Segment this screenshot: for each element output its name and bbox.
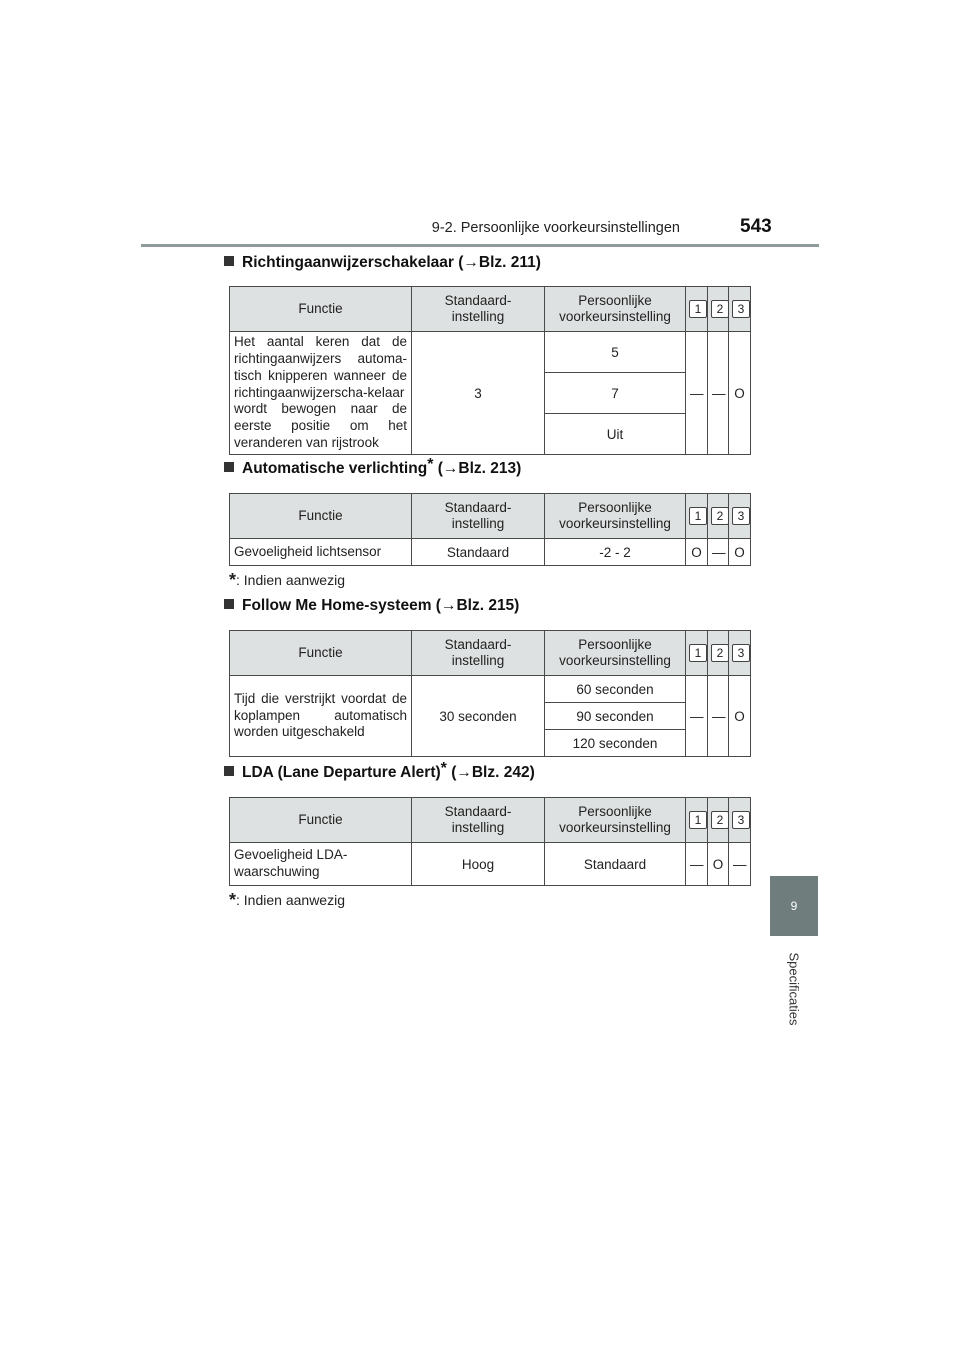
col-3 — [729, 494, 751, 539]
chapter-tab: 9 — [770, 876, 818, 936]
footnote: *: Indien aanwezig — [229, 570, 345, 590]
mark-cell: — — [708, 676, 729, 757]
chapter-label — [770, 944, 818, 1034]
number-1-icon: 1 — [689, 300, 707, 318]
mark-cell: — — [708, 332, 729, 455]
col-custom: Persoonlijke voorkeursinstelling — [545, 798, 686, 843]
option-cell: 7 — [545, 373, 686, 414]
asterisk: * — [229, 570, 237, 590]
mark-cell: O — [729, 676, 751, 757]
function-cell: Het aantal keren dat de richtingaanwijzers automa-tisch knipperen wanneer de richtingaanwijzerscha-kelaar wordt bewogen naar de eerste positie om het veranderen van rijstrook — [230, 332, 412, 455]
default-cell: Standaard — [412, 539, 545, 566]
col-2 — [708, 631, 729, 676]
page-header — [0, 214, 960, 254]
asterisk: * — [229, 890, 237, 910]
number-3-icon: 3 — [732, 507, 750, 525]
table-header-row — [230, 494, 751, 539]
col-1 — [686, 631, 708, 676]
mark-cell: — — [686, 332, 708, 455]
table-header-row — [230, 287, 751, 332]
default-cell: Hoog — [412, 843, 545, 886]
option-cell: Uit — [545, 414, 686, 455]
square-bullet-icon — [224, 462, 234, 472]
col-function: Functie — [230, 631, 412, 676]
table-header-row — [230, 631, 751, 676]
table-row — [230, 843, 751, 886]
mark-cell: — — [729, 843, 751, 886]
default-cell: 30 seconden — [412, 676, 545, 757]
col-default: Standaard- instelling — [412, 798, 545, 843]
col-1 — [686, 798, 708, 843]
header-rule — [141, 244, 819, 247]
number-3-icon: 3 — [732, 300, 750, 318]
asterisk: * — [440, 760, 447, 777]
option-cell: Standaard — [545, 843, 686, 886]
number-2-icon: 2 — [711, 507, 729, 525]
mark-cell: — — [686, 843, 708, 886]
col-default: Standaard- instelling — [412, 494, 545, 539]
col-2 — [708, 798, 729, 843]
number-2-icon: 2 — [711, 644, 729, 662]
table-turn-signal — [229, 286, 751, 455]
section-heading-auto-lighting: Automatische verlichting* (→Blz. 213) — [224, 460, 521, 478]
table-row — [230, 332, 751, 373]
table-row — [230, 676, 751, 703]
col-3 — [729, 631, 751, 676]
section-heading-lda: LDA (Lane Departure Alert)* (→Blz. 242) — [224, 764, 535, 782]
table-lda — [229, 797, 751, 886]
function-cell: Tijd die verstrijkt voordat de koplampen automatisch worden uitgeschakeld — [230, 676, 412, 757]
mark-cell: O — [686, 539, 708, 566]
col-1 — [686, 494, 708, 539]
col-1 — [686, 287, 708, 332]
number-1-icon: 1 — [689, 507, 707, 525]
col-custom: Persoonlijke voorkeursinstelling — [545, 287, 686, 332]
table-auto-lighting — [229, 493, 751, 566]
asterisk: * — [427, 456, 434, 473]
square-bullet-icon — [224, 599, 234, 609]
col-3 — [729, 287, 751, 332]
chapter-label-text: Specificaties — [786, 952, 802, 1026]
mark-cell: O — [729, 332, 751, 455]
number-3-icon: 3 — [732, 811, 750, 829]
col-default: Standaard- instelling — [412, 287, 545, 332]
table-header-row — [230, 798, 751, 843]
footnote: *: Indien aanwezig — [229, 890, 345, 910]
function-cell: Gevoeligheid LDA- waarschuwing — [230, 843, 412, 886]
option-cell: 60 seconden — [545, 676, 686, 703]
square-bullet-icon — [224, 766, 234, 776]
function-cell: Gevoeligheid lichtsensor — [230, 539, 412, 566]
number-2-icon: 2 — [711, 300, 729, 318]
option-cell: -2 - 2 — [545, 539, 686, 566]
section-heading-follow-me-home: Follow Me Home-systeem (→Blz. 215) — [224, 597, 519, 615]
option-cell: 90 seconden — [545, 703, 686, 730]
mark-cell: — — [708, 539, 729, 566]
square-bullet-icon — [224, 256, 234, 266]
option-cell: 120 seconden — [545, 730, 686, 757]
option-cell: 5 — [545, 332, 686, 373]
number-3-icon: 3 — [732, 644, 750, 662]
col-function: Functie — [230, 798, 412, 843]
col-2 — [708, 287, 729, 332]
default-cell: 3 — [412, 332, 545, 455]
section-heading-turn-signal — [224, 254, 541, 272]
heading-text: Richtingaanwijzerschakelaar (→Blz. 211) — [242, 254, 541, 271]
col-custom: Persoonlijke voorkeursinstelling — [545, 494, 686, 539]
col-2 — [708, 494, 729, 539]
mark-cell: O — [729, 539, 751, 566]
col-function: Functie — [230, 494, 412, 539]
col-function: Functie — [230, 287, 412, 332]
mark-cell: O — [708, 843, 729, 886]
col-custom: Persoonlijke voorkeursinstelling — [545, 631, 686, 676]
number-2-icon: 2 — [711, 811, 729, 829]
col-3 — [729, 798, 751, 843]
number-1-icon: 1 — [689, 644, 707, 662]
number-1-icon: 1 — [689, 811, 707, 829]
section-title: 9-2. Persoonlijke voorkeursinstellingen — [431, 220, 680, 236]
mark-cell: — — [686, 676, 708, 757]
page-number: 543 — [740, 216, 772, 237]
table-row — [230, 539, 751, 566]
col-default: Standaard- instelling — [412, 631, 545, 676]
table-follow-me-home — [229, 630, 751, 757]
